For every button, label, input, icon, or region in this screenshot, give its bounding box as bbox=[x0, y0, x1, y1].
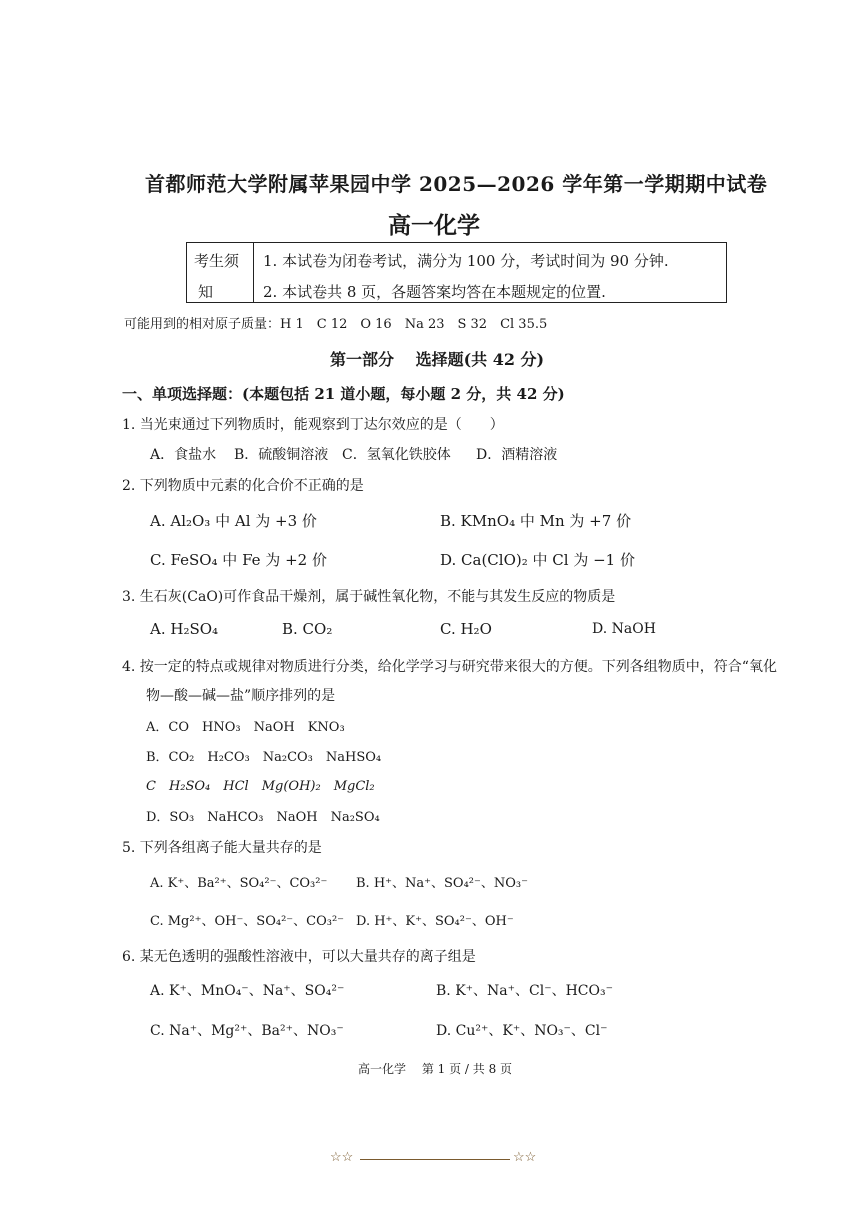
part1-title: 第一部分 选择题(共 42 分) bbox=[330, 350, 545, 369]
question-5-stem: 5. 下列各组离子能大量共存的是 bbox=[122, 840, 322, 856]
q2-option-d: D. Ca(ClO)₂ 中 Cl 为 −1 价 bbox=[440, 551, 635, 569]
q4-option-b: B．CO₂ H₂CO₃ Na₂CO₃ NaHSO₄ bbox=[146, 750, 382, 765]
q2-option-a: A. Al₂O₃ 中 Al 为 +3 价 bbox=[150, 512, 317, 530]
section-heading: 一、单项选择题：(本题包括 21 道小题，每小题 2 分，共 42 分) bbox=[122, 385, 565, 403]
exam-title: 首都师范大学附属苹果园中学 2025—2026 学年第一学期期中试卷 bbox=[145, 172, 768, 196]
question-4-stem-line1: 4. 按一定的特点或规律对物质进行分类，给化学学习与研究带来很大的方便。下列各组物质中，符合“氧化 bbox=[122, 659, 777, 675]
question-2-stem: 2. 下列物质中元素的化合价不正确的是 bbox=[122, 478, 364, 494]
exam-notice-box bbox=[186, 242, 727, 303]
q5-option-c: C. Mg²⁺、OH⁻、SO₄²⁻、CO₃²⁻ bbox=[150, 914, 345, 929]
q3-option-a: A. H₂SO₄ bbox=[150, 620, 219, 638]
q6-option-c: C. Na⁺、Mg²⁺、Ba²⁺、NO₃⁻ bbox=[150, 1023, 344, 1039]
question-1-stem: 1. 当光束通过下列物质时，能观察到丁达尔效应的是（ ） bbox=[122, 417, 504, 433]
footer-decoration bbox=[330, 1150, 540, 1168]
notice-item-2: 2. 本试卷共 8 页，各题答案均答在本题规定的位置. bbox=[263, 283, 606, 301]
q2-option-b: B. KMnO₄ 中 Mn 为 +7 价 bbox=[440, 512, 632, 530]
q6-option-d: D. Cu²⁺、K⁺、NO₃⁻、Cl⁻ bbox=[436, 1023, 608, 1039]
notice-label-line1: 考生须 bbox=[194, 252, 240, 270]
q4-option-d: D．SO₃ NaHCO₃ NaOH Na₂SO₄ bbox=[146, 810, 380, 825]
decoration-line bbox=[360, 1159, 510, 1160]
subject-title: 高一化学 bbox=[388, 212, 480, 239]
q3-option-b: B. CO₂ bbox=[282, 620, 333, 638]
q5-option-d: D. H⁺、K⁺、SO₄²⁻、OH⁻ bbox=[356, 914, 514, 929]
page-footer: 高一化学 第 1 页 / 共 8 页 bbox=[358, 1062, 513, 1076]
q4-option-a: A．CO HNO₃ NaOH KNO₃ bbox=[146, 720, 345, 735]
q5-option-b: B. H⁺、Na⁺、SO₄²⁻、NO₃⁻ bbox=[356, 876, 528, 891]
q6-option-b: B. K⁺、Na⁺、Cl⁻、HCO₃⁻ bbox=[436, 983, 614, 999]
question-4-stem-line2: 物—酸—碱—盐”顺序排列的是 bbox=[146, 688, 336, 704]
q1-option-a: A．食盐水 bbox=[150, 447, 217, 463]
q6-option-a: A. K⁺、MnO₄⁻、Na⁺、SO₄²⁻ bbox=[150, 983, 345, 999]
notice-item-1: 1. 本试卷为闭卷考试，满分为 100 分，考试时间为 90 分钟. bbox=[263, 252, 669, 270]
q1-option-b: B．硫酸铜溶液 bbox=[234, 447, 329, 463]
q3-option-d: D. NaOH bbox=[592, 621, 656, 637]
notice-label-line2: 知 bbox=[198, 283, 214, 301]
question-3-stem: 3. 生石灰(CaO)可作食品干燥剂，属于碱性氧化物，不能与其发生反应的物质是 bbox=[122, 589, 616, 605]
atomic-masses: 可能用到的相对原子质量：H 1 C 12 O 16 Na 23 S 32 Cl 35.5 bbox=[124, 317, 548, 332]
star-icon-left: ☆☆ bbox=[330, 1150, 354, 1165]
q5-option-a: A. K⁺、Ba²⁺、SO₄²⁻、CO₃²⁻ bbox=[150, 876, 328, 891]
notice-label-column bbox=[187, 243, 254, 302]
star-icon-right: ☆☆ bbox=[513, 1150, 537, 1165]
q1-option-c: C．氢氧化铁胶体 bbox=[342, 447, 451, 463]
q3-option-c: C. H₂O bbox=[440, 620, 492, 638]
q1-option-d: D．酒精溶液 bbox=[476, 447, 558, 463]
question-6-stem: 6. 某无色透明的强酸性溶液中，可以大量共存的离子组是 bbox=[122, 949, 476, 965]
q2-option-c: C. FeSO₄ 中 Fe 为 +2 价 bbox=[150, 551, 327, 569]
q4-option-c: C H₂SO₄ HCl Mg(OH)₂ MgCl₂ bbox=[146, 779, 375, 794]
